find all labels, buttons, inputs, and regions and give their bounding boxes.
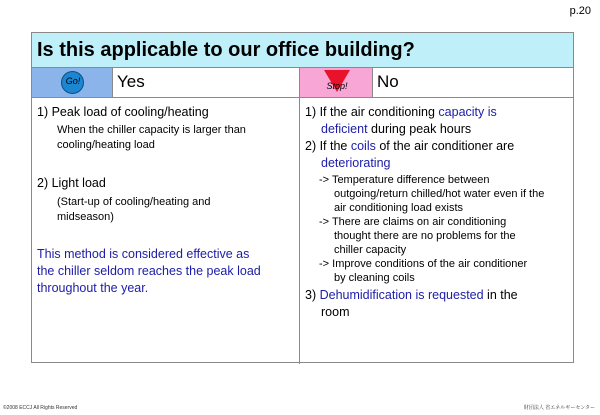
sub-line: chiller capacity (334, 244, 407, 256)
page-title: Is this applicable to our office building? (32, 33, 573, 68)
no-item-1 (305, 104, 571, 138)
no-item-3 (305, 287, 571, 321)
highlight: deficient (321, 122, 368, 136)
highlight: Dehumidification is requested (319, 288, 484, 302)
text: during peak hours (367, 122, 472, 136)
text: 1) If the air conditioning (305, 105, 439, 119)
yes-item-1-title: 1) Peak load of cooling/heating (37, 105, 209, 119)
column-divider (299, 68, 300, 364)
highlight: capacity is (438, 105, 497, 119)
desc-line: When the chiller capacity is larger than (57, 124, 246, 136)
sub-line: -> Improve conditions of the air conditioner (319, 258, 528, 270)
yes-conclusion (37, 246, 295, 297)
copyright: ©2008 ECCJ All Rights Reserved (3, 405, 78, 411)
conclusion-line: throughout the year. (37, 281, 149, 295)
conclusion-line: This method is considered effective as (37, 247, 250, 261)
stop-label: Stop! (326, 81, 348, 91)
conclusion-line: the chiller seldom reaches the peak load (37, 264, 261, 278)
go-label: Go! (65, 76, 81, 86)
no-subitem-3 (305, 257, 571, 285)
desc-line: midseason) (57, 211, 114, 223)
no-subitem-2 (305, 215, 571, 257)
text: 3) (305, 288, 320, 302)
divider (372, 68, 373, 97)
yes-item-1-desc (37, 123, 295, 153)
content-box (31, 32, 574, 363)
sub-line: by cleaning coils (334, 272, 415, 284)
yes-item-2-title: 2) Light load (37, 176, 106, 190)
sub-line: outgoing/return chilled/hot water even if the (334, 188, 545, 200)
page-number: p.20 (569, 5, 591, 17)
yes-item-2-desc (37, 195, 295, 225)
no-column (305, 104, 571, 321)
cont-line (305, 121, 571, 138)
sub-line: -> There are claims on air conditioning (319, 216, 507, 228)
no-heading: No (377, 72, 399, 91)
divider (112, 68, 113, 97)
go-badge (32, 68, 112, 97)
highlight: deteriorating (321, 156, 391, 170)
no-item-2 (305, 138, 571, 172)
sub-line: air conditioning load exists (334, 202, 464, 214)
header-row (32, 68, 573, 98)
yes-heading: Yes (117, 72, 145, 91)
sub-line: -> Temperature difference between (319, 174, 490, 186)
highlight: coils (350, 139, 376, 153)
text: 2) If the (305, 139, 351, 153)
stop-badge (300, 68, 372, 97)
desc-line: (Start-up of cooling/heating and (57, 196, 211, 208)
text: in the (483, 288, 518, 302)
sub-line: thought there are no problems for the (334, 230, 516, 242)
no-subitem-1 (305, 173, 571, 215)
yes-column (37, 104, 295, 297)
text: room (321, 305, 350, 319)
desc-line: cooling/heating load (57, 139, 155, 151)
org-logo-text: 財団法人 省エネルギーセンター (523, 405, 595, 411)
text: of the air conditioner are (375, 139, 515, 153)
